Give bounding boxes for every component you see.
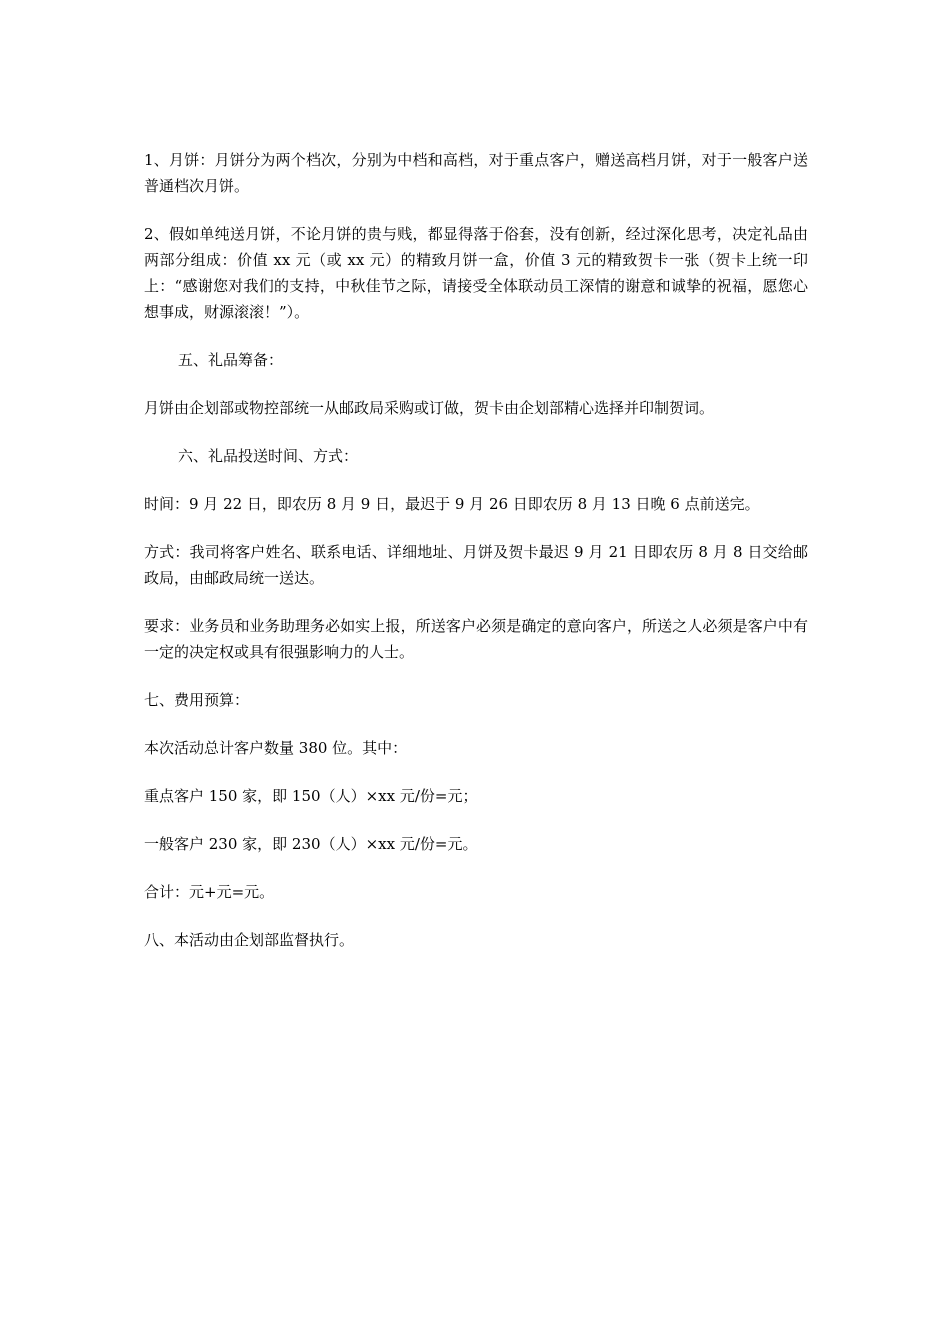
section-heading-gift-preparation: 五、礼品筹备： (178, 351, 284, 369)
document-body (144, 147, 808, 975)
paragraph-general-clients: 一般客户 230 家，即 230（人）×xx 元/份=元。 (144, 835, 478, 853)
paragraph-client-total: 本次活动总计客户数量 380 位。其中： (144, 739, 408, 757)
paragraph-gift-preparation: 月饼由企划部或物控部统一从邮政局采购或订做，贺卡由企划部精心选择并印制贺词。 (144, 399, 715, 417)
paragraph-key-clients: 重点客户 150 家，即 150（人）×xx 元/份=元； (144, 787, 478, 805)
section-heading-supervision: 八、本活动由企划部监督执行。 (144, 931, 355, 949)
paragraph-total-cost: 合计：元+元=元。 (144, 883, 275, 901)
paragraph-gift-composition: 2、假如单纯送月饼，不论月饼的贵与贱，都显得落于俗套，没有创新，经过深化思考，决定礼品由两部分组成：价值 xx 元（或 xx 元）的精致月饼一盒，价值 3 元的精致贺卡一张（贺卡上统一印上：“感谢您对我们的支持，中秋佳节之际，请接受全体联动员工深情的谢意和诚挚的祝福，愿您心想事成，财源滚滚！”）。 (144, 225, 808, 321)
paragraph-delivery-time: 时间：9 月 22 日，即农历 8 月 9 日，最迟于 9 月 26 日即农历 8 月 13 日晚 6 点前送完。 (144, 495, 760, 513)
paragraph-mooncake-tiers: 1、月饼：月饼分为两个档次，分别为中档和高档，对于重点客户，赠送高档月饼，对于一般客户送普通档次月饼。 (144, 151, 808, 195)
section-heading-delivery: 六、礼品投送时间、方式： (178, 447, 359, 465)
section-heading-budget: 七、费用预算： (144, 691, 250, 709)
paragraph-delivery-method: 方式：我司将客户姓名、联系电话、详细地址、月饼及贺卡最迟 9 月 21 日即农历 8 月 8 日交给邮政局，由邮政局统一送达。 (144, 543, 808, 587)
paragraph-requirements: 要求：业务员和业务助理务必如实上报，所送客户必须是确定的意向客户，所送之人必须是客户中有一定的决定权或具有很强影响力的人士。 (144, 617, 808, 661)
